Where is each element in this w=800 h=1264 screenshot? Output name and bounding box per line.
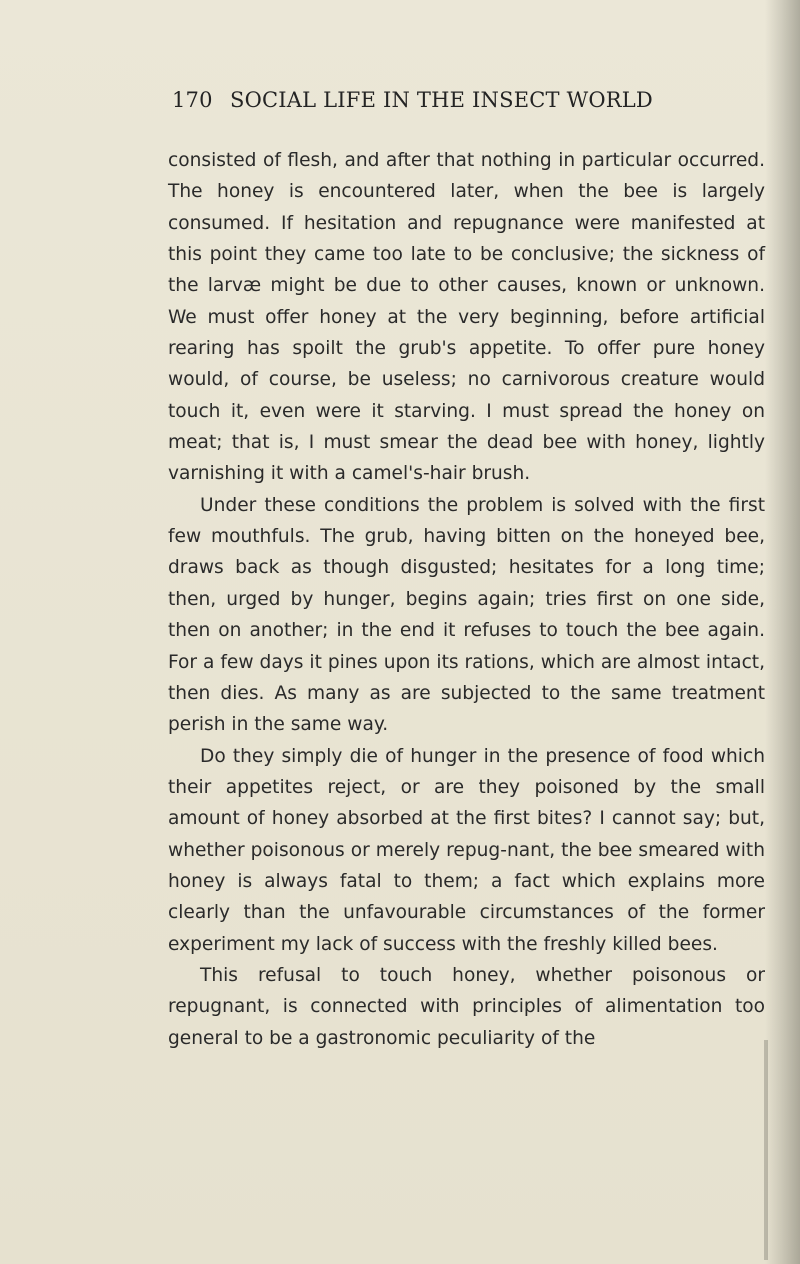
- body-text: [168, 145, 765, 1054]
- running-title: SOCIAL LIFE IN THE INSECT WORLD: [230, 88, 653, 112]
- page-number: 170: [172, 88, 213, 112]
- paragraph: This refusal to touch honey, whether poisonous or repugnant, is connected with principles of alimentation too general to be a gastronomic peculiarity of the: [168, 964, 765, 1049]
- paragraph: Do they simply die of hunger in the presence of food which their appetites reject, or are they poisoned by the small amount of honey absorbed at the first bites? I cannot say; but, whether poisonous or merely repug-nant, the bee smeared with honey is always fatal to them; a fact which explains more clearly than the unfavourable circumstances of the former experiment my lack of success with the freshly killed bees.: [168, 745, 765, 955]
- paragraph: consisted of flesh, and after that nothing in particular occurred. The honey is encountered later, when the bee is largely consumed. If hesitation and repugnance were manifested at this point they came too late to be conclusive; the sickness of the larvæ might be due to other causes, known or unknown. We must offer honey at the very beginning, before artificial rearing has spoilt the grub's appetite. To offer pure honey would, of course, be useless; no carnivorous creature would touch it, even were it starving. I must spread the honey on meat; that is, I must smear the dead bee with honey, lightly varnishing it with a camel's-hair brush.: [168, 150, 765, 485]
- paragraph: Under these conditions the problem is solved with the first few mouthfuls. The grub, having bitten on the honeyed bee, draws back as though disgusted; hesitates for a long time; then, urged by hunger, begins again; tries first on one side, then on another; in the end it refuses to touch the bee again. For a few days it pines upon its rations, which are almost intact, then dies. As many as are subjected to the same treatment perish in the same way.: [168, 494, 765, 736]
- page-edge-shadow: [764, 1040, 768, 1260]
- page-header: [0, 88, 800, 118]
